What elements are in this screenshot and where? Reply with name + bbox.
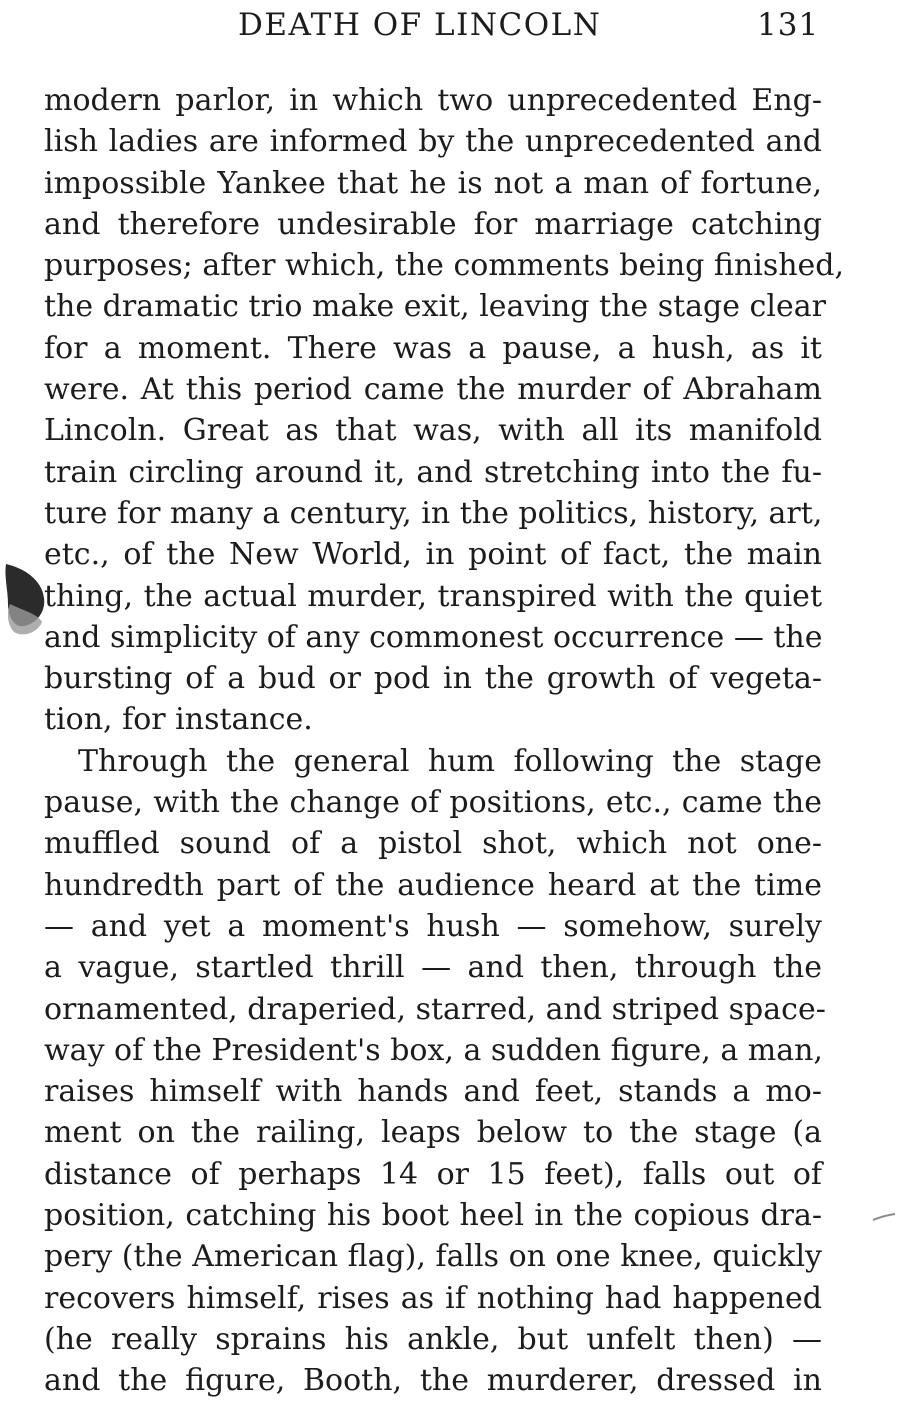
text-line: ment on the railing, leaps below to the stage (a (44, 1115, 822, 1151)
thumb-smudge-icon (2, 560, 46, 640)
text-line: way of the President's box, a sudden figure, a man, (44, 1032, 823, 1068)
text-line: etc., of the New World, in point of fact, the main (44, 537, 822, 573)
ink-speck-icon (872, 1212, 896, 1222)
text-line: impossible Yankee that he is not a man of fortune, (44, 165, 822, 201)
paragraph-2 (44, 741, 826, 1402)
text-line: pause, with the change of positions, etc., came the (44, 785, 822, 821)
text-line: the dramatic trio make exit, leaving the stage clear (44, 289, 826, 325)
text-line: bursting of a bud or pod in the growth of vegeta- (44, 661, 822, 697)
text-line: purposes; after which, the comments being finished, (44, 248, 845, 284)
text-line: (he really sprains his ankle, but unfelt then) — (44, 1321, 822, 1357)
text-line: Through the general hum following the stage (78, 743, 822, 779)
text-line: ture for many a century, in the politics, history, art, (44, 495, 823, 531)
paragraph-1 (44, 80, 845, 741)
text-line: recovers himself, rises as if nothing had happened (44, 1280, 822, 1316)
text-line: for a moment. There was a pause, a hush, as it (44, 330, 822, 366)
text-line: — and yet a moment's hush — somehow, surely (44, 908, 822, 944)
text-line: and the figure, Booth, the murderer, dressed in (44, 1363, 822, 1399)
text-line: and simplicity of any commonest occurrence — the (44, 619, 823, 655)
text-line: were. At this period came the murder of Abraham (44, 372, 822, 408)
text-line: modern parlor, in which two unprecedented Eng- (44, 83, 822, 118)
text-line: and therefore undesirable for marriage catching (44, 206, 822, 242)
text-line: distance of perhaps 14 or 15 feet), falls out of (44, 1156, 822, 1192)
text-line: muffled sound of a pistol shot, which not one- (44, 826, 822, 862)
text-line: a vague, startled thrill — and then, through the (44, 950, 822, 986)
text-line: thing, the actual murder, transpired with the quiet (44, 578, 822, 614)
body-text (44, 80, 845, 1402)
text-line: position, catching his boot heel in the copious dra- (44, 1198, 822, 1234)
text-line: train circling around it, and stretching into the fu- (44, 454, 822, 490)
page-number: 131 (757, 7, 820, 43)
text-line: tion, for instance. (44, 702, 313, 738)
text-line: pery (the American flag), falls on one knee, quickly (44, 1239, 822, 1275)
text-line: ornamented, draperied, starred, and striped space- (44, 991, 826, 1027)
text-line: hundredth part of the audience heard at the time (44, 867, 822, 903)
running-title: DEATH OF LINCOLN (238, 7, 602, 43)
text-line: Lincoln. Great as that was, with all its manifold (44, 413, 822, 449)
running-head (0, 2, 900, 48)
text-line: raises himself with hands and feet, stands a mo- (44, 1074, 822, 1110)
text-line: lish ladies are informed by the unprecedented and (44, 124, 822, 160)
